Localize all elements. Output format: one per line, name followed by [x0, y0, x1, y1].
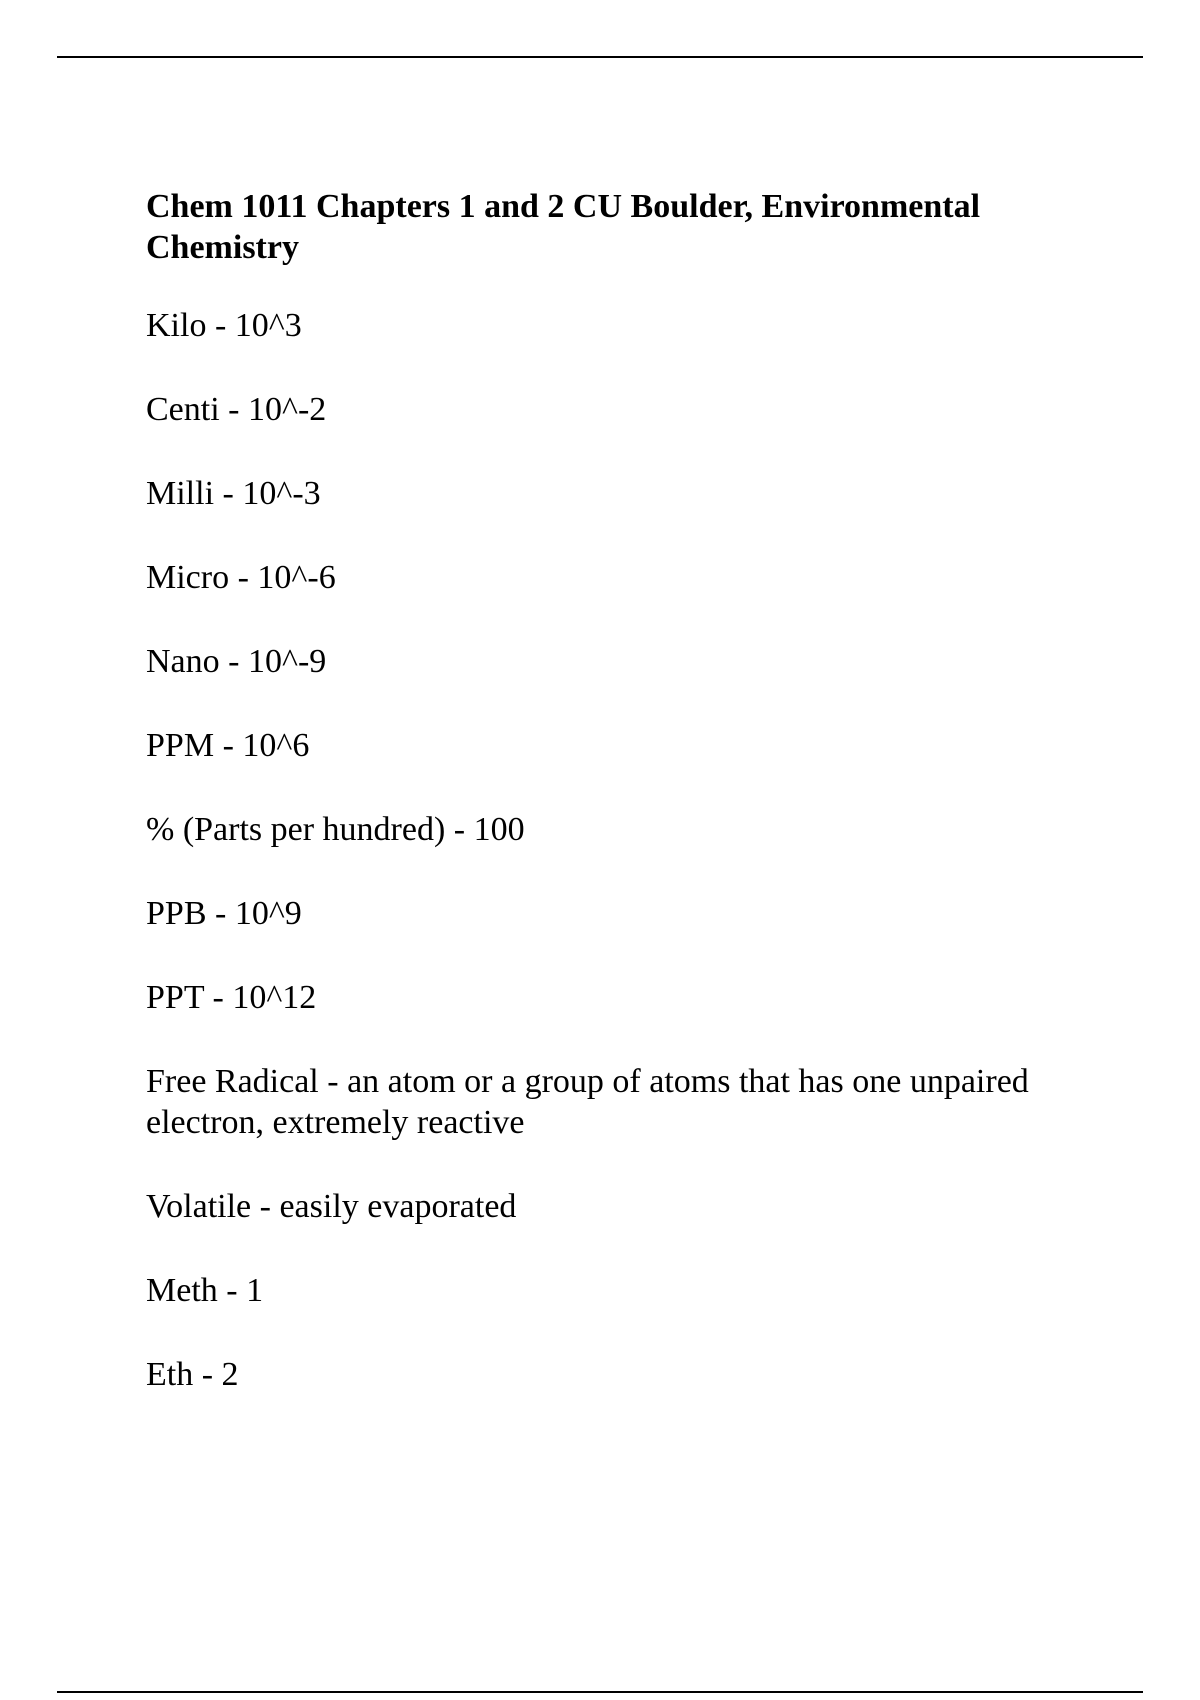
flashcard-entry [146, 305, 1106, 346]
entry-term: % (Parts per hundred) [146, 811, 446, 848]
entry-definition: 1 [246, 1272, 264, 1309]
document-body [146, 186, 1106, 1438]
entry-term: PPM [146, 727, 215, 764]
entry-definition: 10^-2 [248, 391, 327, 428]
entry-term: Milli [146, 475, 215, 512]
flashcard-entry [146, 1186, 1106, 1227]
entry-term: Eth [146, 1356, 194, 1393]
entry-definition: 10^3 [234, 307, 302, 344]
entry-separator: - [206, 307, 235, 344]
flashcard-entry [146, 389, 1106, 430]
entry-separator: - [193, 1356, 222, 1393]
entry-definition: 10^9 [234, 895, 302, 932]
flashcard-entry [146, 641, 1106, 682]
entry-term: Micro [146, 559, 230, 596]
entry-term: Nano [146, 643, 220, 680]
entry-term: Centi [146, 391, 220, 428]
entry-term: Volatile [146, 1188, 252, 1225]
flashcard-entry [146, 1061, 1106, 1143]
flashcard-entry [146, 473, 1106, 514]
entry-definition: 10^-3 [242, 475, 321, 512]
bottom-divider [57, 1691, 1143, 1693]
entry-separator: - [214, 727, 243, 764]
entry-term: PPB [146, 895, 207, 932]
entry-separator: - [251, 1188, 280, 1225]
entry-separator: - [229, 559, 258, 596]
entry-term: Kilo [146, 307, 207, 344]
flashcard-entry [146, 557, 1106, 598]
entry-separator: - [219, 391, 248, 428]
entry-separator: - [203, 979, 233, 1016]
entry-definition: 2 [221, 1356, 239, 1393]
entry-definition: 10^-9 [247, 643, 327, 680]
entry-separator: - [214, 475, 243, 512]
entry-separator: - [318, 1063, 348, 1100]
flashcard-entry [146, 1270, 1106, 1311]
flashcard-list [146, 305, 1106, 1395]
entry-definition: 10^-6 [257, 559, 336, 596]
entry-definition: 10^12 [232, 979, 317, 1016]
flashcard-entry [146, 893, 1106, 934]
entry-definition: an atom or a group of atoms that has one unpaired electron, extremely reactive [146, 1063, 1029, 1141]
entry-definition: 10^6 [242, 727, 310, 764]
entry-term: PPT [146, 979, 204, 1016]
flashcard-entry [146, 977, 1106, 1018]
entry-term: Meth [146, 1272, 218, 1309]
flashcard-entry [146, 725, 1106, 766]
entry-separator: - [206, 895, 235, 932]
entry-definition: 100 [473, 811, 525, 848]
entry-separator: - [219, 643, 248, 680]
flashcard-entry [146, 809, 1106, 850]
document-title: Chem 1011 Chapters 1 and 2 CU Boulder, Environmental Chemistry [146, 188, 981, 266]
entry-separator: - [217, 1272, 247, 1309]
entry-term: Free Radical [146, 1063, 319, 1100]
flashcard-entry [146, 1354, 1106, 1395]
top-divider [57, 56, 1143, 58]
entry-separator: - [445, 811, 474, 848]
entry-definition: easily evaporated [279, 1188, 517, 1225]
